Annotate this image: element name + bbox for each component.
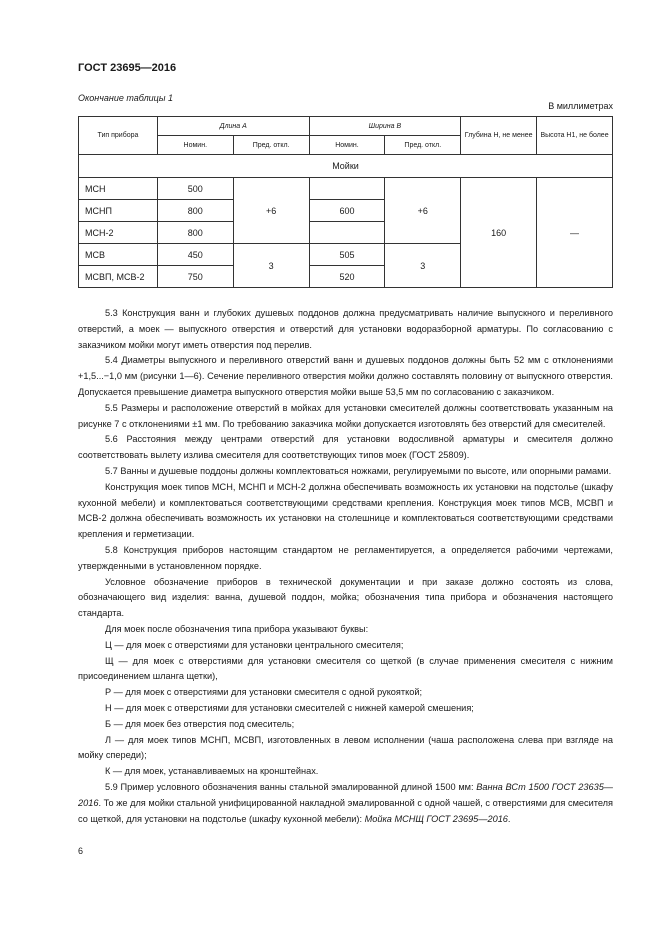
example-text: . То же для мойки стальной унифицированной накладной эмалированной с одной чашей, с отверстиями для смесителя со щеткой, для установки на подстолье (шкафу кухонной мебели):: [78, 797, 613, 824]
header-length-tol: Пред. откл.: [233, 136, 309, 155]
cell-width: [309, 222, 385, 244]
cell-length: 500: [157, 178, 233, 200]
list-item: Щ — для моек с отверстиями для установки смесителя со щеткой (в случае применения смесителя с нижним присоединением шланга щетки),: [78, 655, 613, 682]
example-text: 5.9 Пример условного обозначения ванны стальной эмалированной длиной 1500 мм:: [105, 781, 477, 792]
header-length: Длина A: [157, 117, 309, 136]
paragraph-letters-intro: Для моек после обозначения типа прибора указывают буквы:: [105, 623, 369, 634]
header-width-nom: Номин.: [309, 136, 385, 155]
cell-length: 450: [157, 244, 233, 266]
example-designation-bath: Ванна ВСт 1500 ГОСТ 23635—2016: [78, 781, 613, 808]
paragraph-designation: Условное обозначение приборов в технической документации и при заказе должно состоять из слова, обозначающего вид изделия: ванна, душевой поддон, мойка; обозначения типа прибора и обозначения настоящего стандарта.: [78, 576, 613, 619]
cell-length: 800: [157, 200, 233, 222]
list-item: Л — для моек типов МСНП, МСВП, изготовленных в левом исполнении (чаша расположена слева при взгляде на мойку спереди);: [78, 734, 613, 761]
paragraph-5-9: [78, 780, 613, 827]
body-text: [78, 306, 613, 827]
paragraph-5-4: 5.4 Диаметры выпускного и переливного отверстий ванн и душевых поддонов должны быть 52 мм с отклонениями +1,5...−1,0 мм (рисунки 1—6). Сечение переливного отверстия мойки должно составлять половину от выпускного отверстия. Допускается превышение диаметра выпускного отверстия мойки выше 53,5 мм по согласованию с заказчиком.: [78, 355, 613, 397]
paragraph-5-8: 5.8 Конструкция приборов настоящим стандартом не регламентируется, а определяется рабочими чертежами, утвержденными в установленном порядке.: [78, 544, 613, 571]
header-width-tol: Пред. откл.: [385, 136, 461, 155]
cell-type: МСН-2: [79, 222, 158, 244]
section-sinks: Мойки: [79, 155, 613, 178]
cell-width-tol: +6: [385, 178, 461, 244]
list-item: Н — для моек с отверстиями для установки смесителей с нижней камерой смешения;: [105, 702, 474, 713]
cell-depth: 160: [461, 178, 537, 288]
dimensions-table: [78, 116, 613, 288]
cell-width: 600: [309, 200, 385, 222]
list-item: К — для моек, устанавливаемых на кронштейнах.: [105, 766, 319, 777]
cell-height: —: [537, 178, 613, 288]
table-continuation-caption: Окончание таблицы 1: [78, 93, 173, 103]
cell-length: 750: [157, 266, 233, 288]
cell-width: 505: [309, 244, 385, 266]
list-item: Ц — для моек с отверстиями для установки центрального смесителя;: [105, 639, 404, 650]
units-note: В миллиметрах: [548, 101, 613, 111]
paragraph-5-3: 5.3 Конструкция ванн и глубоких душевых поддонов должна предусматривать наличие выпускного и переливного отверстий, а моек — выпускного отверстия и отверстий для установки водоразборной арматуры. По согласованию с заказчиком мойки могут иметь отверстия под перелив.: [78, 308, 613, 350]
header-length-nom: Номин.: [157, 136, 233, 155]
cell-length-tol: +6: [233, 178, 309, 244]
cell-type: МСН: [79, 178, 158, 200]
cell-length-tol: 3: [233, 244, 309, 288]
cell-width-tol: 3: [385, 244, 461, 288]
header-width: Ширина B: [309, 117, 461, 136]
page-number: 6: [78, 846, 84, 856]
table-row: [79, 178, 613, 200]
cell-width: 520: [309, 266, 385, 288]
header-height: Высота H1, не более: [537, 117, 613, 155]
paragraph-5-5: 5.5 Размеры и расположение отверстий в мойках для установки смесителей должны соответствовать указанным на рисунке 7 с отклонениями ±1 мм. По требованию заказчика мойки допускается изготовлять без отверстий для смесителей.: [78, 402, 613, 429]
header-type: Тип прибора: [79, 117, 158, 155]
cell-type: МСВП, МСВ-2: [79, 266, 158, 288]
cell-length: 800: [157, 222, 233, 244]
example-designation-sink: Мойка МСНЩ ГОСТ 23695—2016: [364, 813, 508, 824]
list-item: Р — для моек с отверстиями для установки смесителя с одной рукояткой;: [105, 687, 423, 698]
paragraph-sink-mounting: Конструкция моек типов МСН, МСНП и МСН-2 должна обеспечивать возможность их установки на подстолье (шкафу кухонной мебели) и комплектоваться соответствующими средствами крепления. Конструкция моек типов МСВ, МСВП и МСВ-2 должна обеспечивать возможность их установки на столешнице и комплектоваться соответствующими средствами крепления и герметизации.: [78, 481, 613, 540]
paragraph-5-6: 5.6 Расстояния между центрами отверстий для установки водосливной арматуры и смесителя должно соответствовать вылету излива смесителя для соответствующих типов моек (ГОСТ 25809).: [78, 434, 613, 461]
example-text: .: [507, 813, 511, 824]
list-item: Б — для моек без отверстия под смеситель;: [105, 718, 295, 729]
cell-type: МСВ: [79, 244, 158, 266]
standard-header: ГОСТ 23695—2016: [78, 62, 177, 74]
paragraph-5-7: 5.7 Ванны и душевые поддоны должны комплектоваться ножками, регулируемыми по высоте, или опорными рамами.: [105, 465, 612, 476]
header-depth: Глубина H, не менее: [461, 117, 537, 155]
cell-type: МСНП: [79, 200, 158, 222]
cell-width: [309, 178, 385, 200]
